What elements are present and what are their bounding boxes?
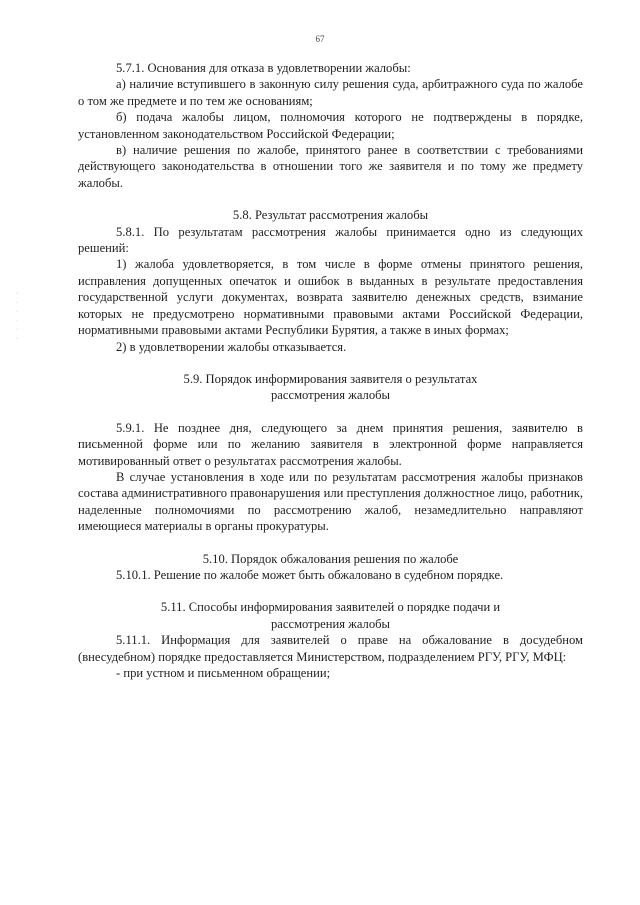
section-5-11-1-paragraph: 5.11.1. Информация для заявителей о праве на обжалование в досудебном (внесудебном) порядке предоставляется Министерством, подразделением РГУ, РГУ, МФЦ: bbox=[78, 633, 583, 664]
section-5-7-1-title: 5.7.1. Основания для отказа в удовлетворении жалобы: bbox=[116, 61, 411, 75]
section-5-10-heading: 5.10. Порядок обжалования решения по жалобе bbox=[202, 551, 459, 566]
section-5-7-1-item-c: в) наличие решения по жалобе, принятого ранее в соответствии с требованиями действующего законодательства в отношении того же заявителя и по тому же предмету жалобы. bbox=[78, 143, 583, 190]
page-number: 67 bbox=[315, 34, 325, 44]
section-5-9-heading-line1: 5.9. Порядок информирования заявителя о результатах bbox=[183, 371, 478, 386]
section-5-10-1-paragraph: 5.10.1. Решение по жалобе может быть обжаловано в судебном порядке. bbox=[116, 567, 504, 582]
section-5-8-heading: 5.8. Результат рассмотрения жалобы bbox=[232, 208, 429, 223]
section-5-7-1-item-b: б) подача жалобы лицом, полномочия которого не подтверждены в порядке, установленном законодательством Российской Федерации; bbox=[78, 110, 583, 141]
section-5-8-1-intro: 5.8.1. По результатам рассмотрения жалобы принимается одно из следующих решений: bbox=[78, 224, 583, 256]
section-5-9-heading-line2: рассмотрения жалобы bbox=[271, 388, 390, 403]
section-5-8-1-item-1: 1) жалоба удовлетворяется, в том числе в форме отмены принятого решения, исправления допущенных опечаток и ошибок в выданных в результате предоставления государственной услуги документах, возврата заявителю денежных средств, взимание которых не предусмотрено нормативными правовыми актами Российской Федерации, нормативными правовыми актами Республики Бурятия, а также в иных формах; bbox=[78, 257, 583, 338]
section-5-7-1-item-a: а) наличие вступившего в законную силу решения суда, арбитражного суда по жалобе о том же предмете и по тем же основаниям; bbox=[78, 77, 583, 108]
section-5-11-1-item: - при устном и письменном обращении; bbox=[116, 666, 331, 680]
section-5-8-1-item-2: 2) в удовлетворении жалобы отказывается. bbox=[116, 339, 347, 354]
section-5-9-paragraph-2: В случае установления в ходе или по результатам рассмотрения жалобы признаков состава административного правонарушения или преступления должностное лицо, работник, наделенные полномочиями по рассмотрению жалоб, незамедлительно направляют имеющиеся материалы в органы прокуратуры. bbox=[78, 469, 583, 534]
document-body bbox=[78, 60, 583, 681]
section-5-11-heading-line2: рассмотрения жалобы bbox=[271, 616, 390, 631]
section-5-11-heading-line1: 5.11. Способы информирования заявителей о порядке подачи и bbox=[160, 600, 501, 615]
section-5-9-1-paragraph: 5.9.1. Не позднее дня, следующего за днем принятия решения, заявителю в письменной форме или по желанию заявителя в электронной форме направляется мотивированный ответ о результатах рассмотрения жалобы. bbox=[78, 420, 583, 468]
margin-marks: · · · · · · bbox=[16, 291, 18, 342]
